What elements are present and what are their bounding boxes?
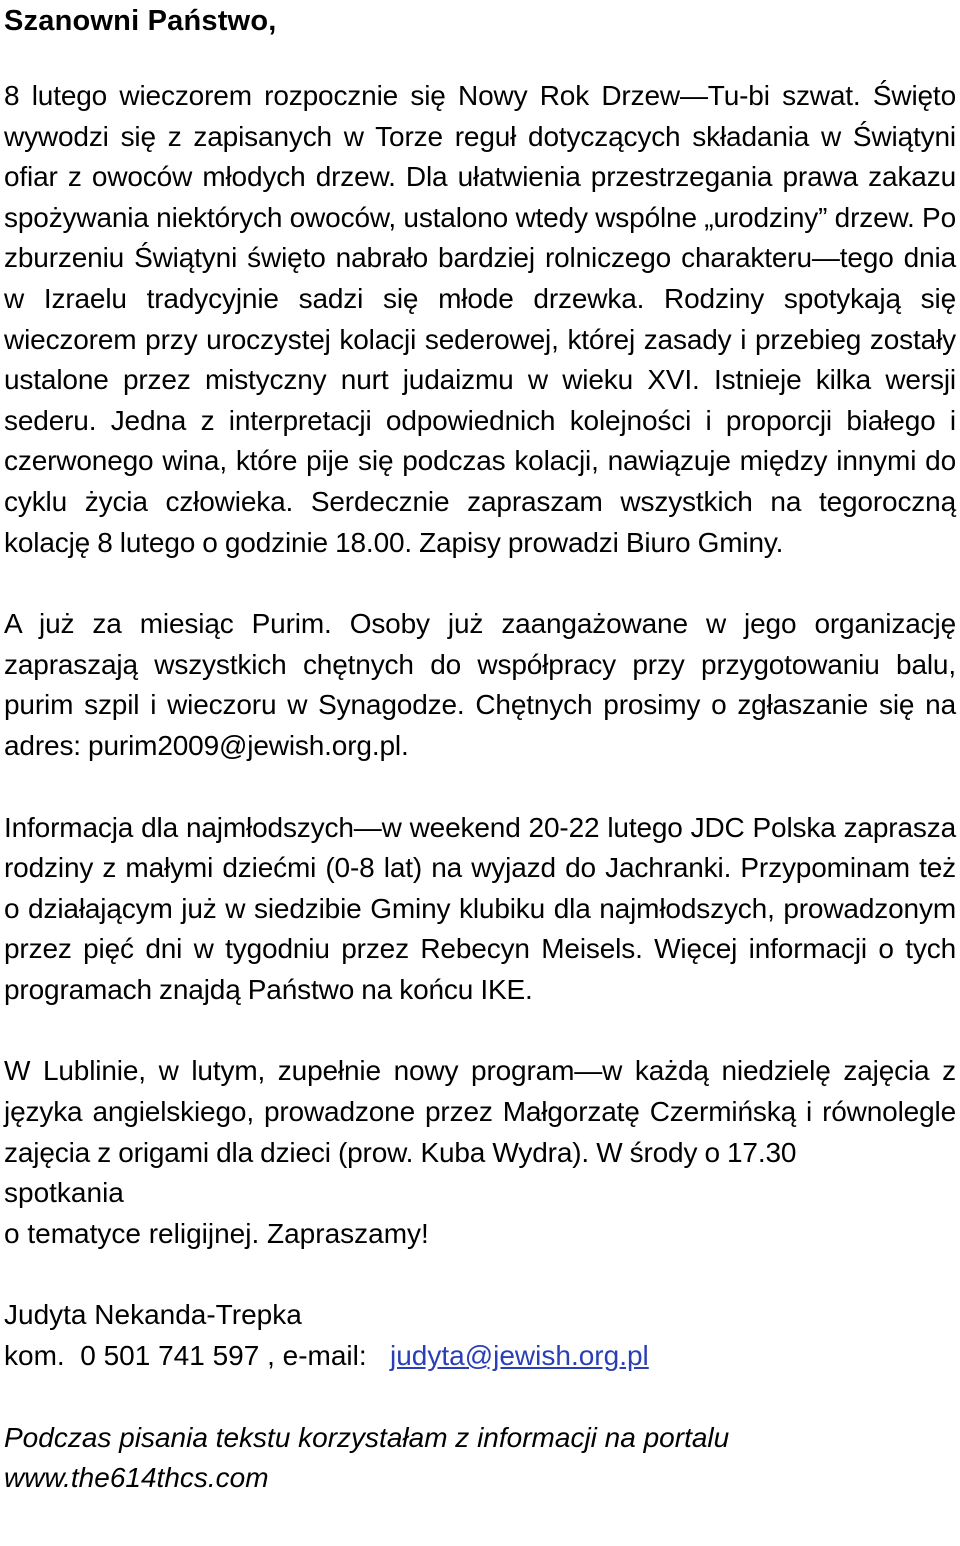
source-note-line1: Podczas pisania tekstu korzystałam z informacji na portalu bbox=[4, 1421, 730, 1453]
source-note bbox=[4, 1418, 956, 1499]
spacer bbox=[4, 1254, 956, 1295]
paragraph-lublin-text: W Lublinie, w lutym, zupełnie nowy program—w każdą niedzielę zajęcia z języka angielskiego, prowadzone przez Małgorzatę Czermińską i równolegle zajęcia z origami dla dzieci (prow. Kuba Wydra). W środy o 17.30 bbox=[4, 1055, 956, 1168]
spacer bbox=[4, 1010, 956, 1051]
signature-contact bbox=[4, 1336, 956, 1377]
contact-text: kom. 0 501 741 597 , e-mail: bbox=[4, 1340, 367, 1372]
spacer bbox=[4, 767, 956, 808]
paragraph-tu-bi-szwat: 8 lutego wieczorem rozpocznie się Nowy Rok Drzew—Tu-bi szwat. Święto wywodzi się z zapisanych w Torze reguł dotyczących składania w Świątyni ofiar z owoców młodych drzew. Dla ułatwienia przestrzegania prawa zakazu spożywania niektórych owoców, ustalono wtedy wspólne „urodziny” drzew. Po zburzeniu Świątyni święto nabrało bardziej rolniczego charakteru—tego dnia w Izraelu tradycyjnie sadzi się młode drzewka. Rodziny spotykają się wieczorem przy uroczystej kolacji sederowej, której zasady i przebieg zostały ustalone przez mistyczny nurt judaizmu w wieku XVI. Istnieje kilka wersji sederu. Jedna z interpretacji odpowiednich kolejności i proporcji białego i czerwonego wina, które pije się podczas kolacji, nawiązuje między innymi do cyklu życia człowieka. Serdecznie zapraszam wszystkich na tegoroczną kolację 8 lutego o godzinie 18.00. Zapisy prowadzi Biuro Gminy. bbox=[4, 80, 956, 558]
spacer bbox=[4, 563, 956, 604]
source-note-url: www.the614thcs.com bbox=[4, 1462, 269, 1494]
spacer bbox=[4, 1377, 956, 1418]
greeting-heading: Szanowni Państwo, bbox=[4, 5, 277, 37]
signature-block bbox=[4, 1295, 956, 1376]
spacer bbox=[4, 41, 956, 76]
email-link[interactable]: judyta@jewish.org.pl bbox=[390, 1340, 649, 1372]
signature-name: Judyta Nekanda-Trepka bbox=[4, 1299, 302, 1331]
paragraph-lublin-line3: o tematyce religijnej. Zapraszamy! bbox=[4, 1217, 429, 1249]
paragraph-purim: A już za miesiąc Purim. Osoby już zaangażowane w jego organizację zapraszają wszystkich chętnych do współpracy przy przygotowaniu balu, purim szpil i wieczoru w Synagodze. Chętnych prosimy o zgłaszanie się na adres: purim2009@jewish.org.pl. bbox=[4, 608, 956, 761]
paragraph-najmlodsi: Informacja dla najmłodszych—w weekend 20-22 lutego JDC Polska zaprasza rodziny z małymi dziećmi (0-8 lat) na wyjazd do Jachranki. Przypominam też o działającym już w siedzibie Gminy klubiku dla najmłodszych, prowadzonym przez pięć dni w tygodniu przez Rebecyn Meisels. Więcej informacji o tych programach znajdą Państwo na końcu IKE. bbox=[4, 811, 956, 1005]
document-page bbox=[4, 0, 956, 1499]
paragraph-lublin-line2: spotkania bbox=[4, 1177, 124, 1209]
paragraph-lublin bbox=[4, 1051, 956, 1254]
